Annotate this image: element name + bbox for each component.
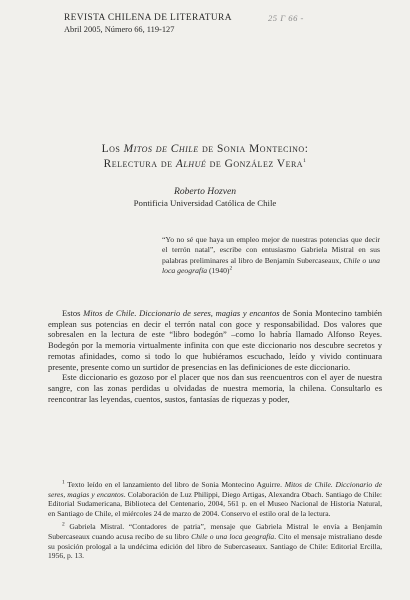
title-line-1: Los Mitos de Chile de Sonia Montecino: — [101, 143, 309, 155]
footnote-2: $^2$ Gabriela Mistral. “Contadores de patria”, mensaje que Gabriela Mistral le envía a Benjamín Subercaseaux cuando acusa recibo de su libro Chile o una loca geografía. Cito el mensaje mistraliano desde su posición prologal a la undécima edición del libro de Subercaseaux. Santiago de Chile: Editorial Ercilla, 1956, p. 13. — [48, 521, 382, 561]
article-title — [40, 142, 370, 172]
author-affiliation: Pontificia Universidad Católica de Chile — [133, 198, 277, 208]
epigraph: “Yo no sé que haya un empleo mejor de nuestras potencias que decir el terrón natal”, escribe con entusiasmo Gabriela Mistral en sus palabras preliminares al libro de Benjamín Subercaseaux, Chile o una loca geografía $(1940)^2$ — [162, 235, 380, 276]
running-head — [64, 13, 384, 35]
title-italic-1: Mitos de Chile — [123, 143, 199, 155]
body-paragraph-2: Este diccionario es gozoso por el placer que nos dan sus reencuentros con el ayer de nuestra sangre, con las zonas perdidas u olvidadas de nuestra memoria, la chilena. Consultarlo es reencontrar las leyendas, cuentos, sustos, fantasías de riquezas y poder, — [48, 372, 382, 404]
handwritten-note: 25 Г 66 - — [268, 13, 304, 23]
epigraph-book-title: Chile o una loca geografía — [162, 255, 380, 276]
footnotes — [48, 480, 382, 565]
book-title: Mitos de Chile. Diccionario de seres, magias y encantos — [83, 308, 280, 318]
body-paragraph-1: Estos Mitos de Chile. Diccionario de seres, magias y encantos de Sonia Montecino también emplean sus potencias en decir el terrón natal con goce y responsabilidad. Dos valores que sobresalen en la lectura de este “libro bodegón” –como lo habría llamado Alfonso Reyes. Bodegón por la memoria virtualmente infinita con que este diccionario nos descubre secretos y remotas afinidades, como si todo lo que hubiéramos escuchado, leído y vivido continuara presente, presente como un surtidor de presencias en las definiciones de este diccionario. — [48, 308, 382, 372]
title-footnote-mark: 1 — [303, 158, 307, 165]
epigraph-footnote-mark: 2 — [229, 265, 233, 272]
issue-info: Abril 2005, Número 66, 119-127 — [64, 25, 175, 34]
author-name: Roberto Hozven — [173, 186, 237, 197]
footnote-1: $^1$ Texto leído en el lanzamiento del libro de Sonia Montecino Aguirre. Mitos de Chile. Diccionario de seres, magias y encantos. Colaboración de Luz Philippi, Diego Artigas, Alexandra Obach. Santiago de Chile: Editorial Sudamericana, Biblioteca del Centenario, 2004, 561 p. en el Museo Nacional de Historia Natural, en Santiago de Chile, el miércoles 24 de marzo de 2004. Conservo el estilo oral de la lectura. — [48, 479, 382, 518]
title-line-2: Relectura de Alhué de González Vera$^1$ — [103, 158, 307, 170]
journal-name: REVISTA CHILENA DE LITERATURA — [64, 13, 232, 23]
body-text — [48, 308, 382, 404]
title-italic-2: Alhué — [175, 158, 207, 170]
